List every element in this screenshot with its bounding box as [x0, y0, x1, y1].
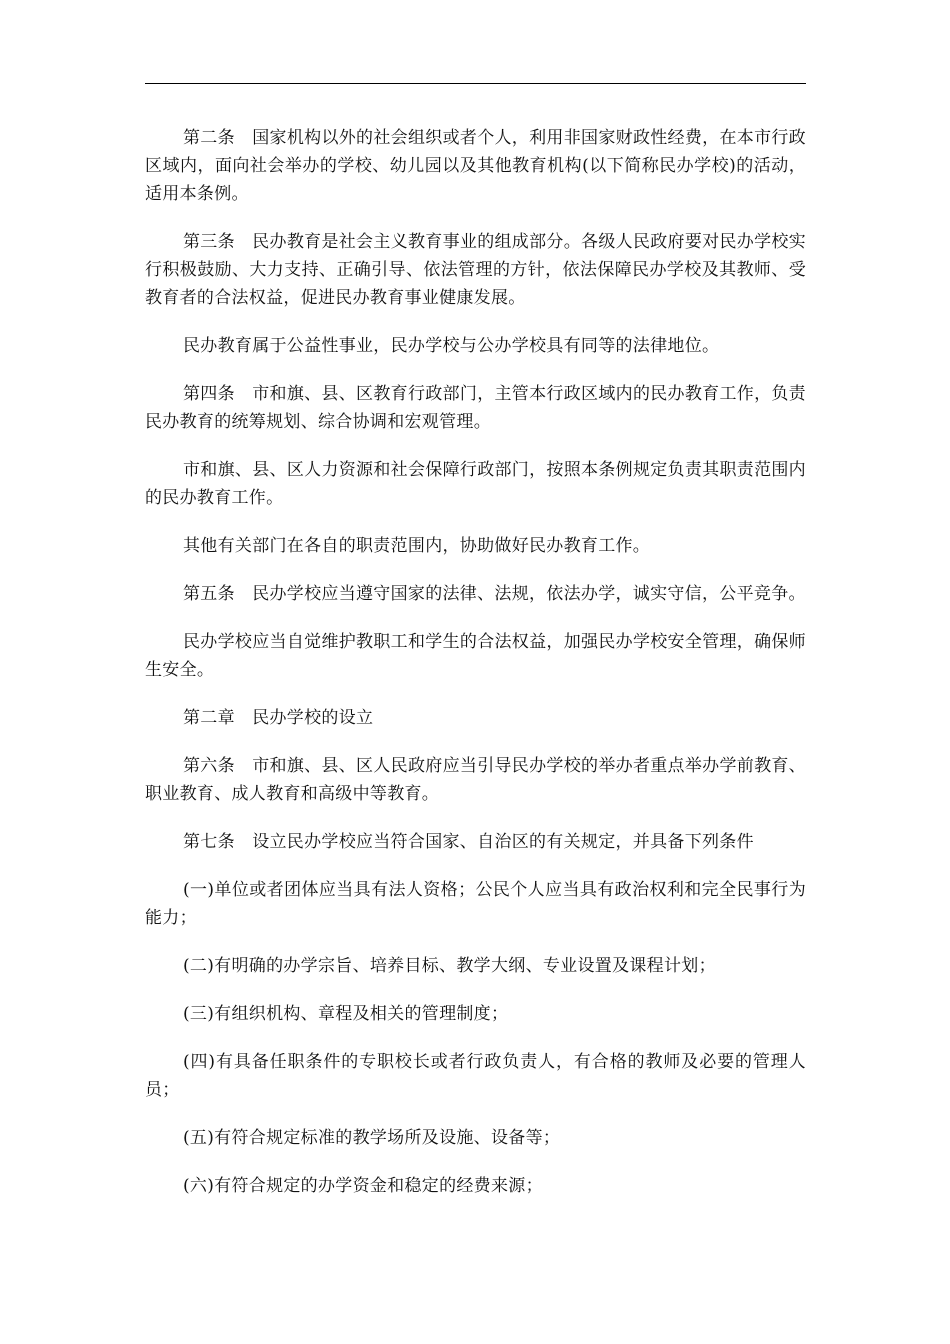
list-item-condition-5: (五)有符合规定标准的教学场所及设施、设备等； — [183, 1128, 561, 1148]
list-item-condition-4: (四)有具备任职条件的专职校长或者行政负责人，有合格的教师及必要的管理人员； — [145, 1052, 806, 1100]
paragraph-article-4-part-3: 其他有关部门在各自的职责范围内，协助做好民办教育工作。 — [183, 536, 651, 556]
list-item-condition-3: (三)有组织机构、章程及相关的管理制度； — [183, 1004, 509, 1024]
header-rule — [145, 83, 806, 84]
list-item-condition-1: (一)单位或者团体应当具有法人资格；公民个人应当具有政治权利和完全民事行为能力； — [145, 880, 806, 928]
paragraph-article-4-part-2: 市和旗、县、区人力资源和社会保障行政部门，按照本条例规定负责其职责范围内的民办教育工作。 — [145, 460, 806, 508]
list-item-condition-6: (六)有符合规定的办学资金和稳定的经费来源； — [183, 1176, 543, 1196]
paragraph-article-3-part-2: 民办教育属于公益性事业，民办学校与公办学校具有同等的法律地位。 — [183, 336, 720, 356]
paragraph-article-4: 第四条 市和旗、县、区教育行政部门，主管本行政区域内的民办教育工作，负责民办教育的统筹规划、综合协调和宏观管理。 — [145, 384, 806, 432]
paragraph-article-5: 第五条 民办学校应当遵守国家的法律、法规，依法办学，诚实守信，公平竞争。 — [183, 584, 806, 604]
paragraph-article-5-part-2: 民办学校应当自觉维护教职工和学生的合法权益，加强民办学校安全管理，确保师生安全。 — [145, 632, 806, 680]
paragraph-article-7: 第七条 设立民办学校应当符合国家、自治区的有关规定，并具备下列条件 — [183, 832, 754, 852]
paragraph-article-3: 第三条 民办教育是社会主义教育事业的组成部分。各级人民政府要对民办学校实行积极鼓励、大力支持、正确引导、依法管理的方针，依法保障民办学校及其教师、受教育者的合法权益，促进民办教育事业健康发展。 — [145, 232, 806, 308]
document-body — [145, 124, 806, 1220]
list-item-condition-2: (二)有明确的办学宗旨、培养目标、教学大纲、专业设置及课程计划； — [183, 956, 716, 976]
paragraph-article-6: 第六条 市和旗、县、区人民政府应当引导民办学校的举办者重点举办学前教育、职业教育、成人教育和高级中等教育。 — [145, 756, 806, 804]
chapter-heading: 第二章 民办学校的设立 — [183, 708, 374, 728]
paragraph-article-2: 第二条 国家机构以外的社会组织或者个人，利用非国家财政性经费，在本市行政区域内，面向社会举办的学校、幼儿园以及其他教育机构(以下简称民办学校)的活动，适用本条例。 — [145, 128, 806, 204]
